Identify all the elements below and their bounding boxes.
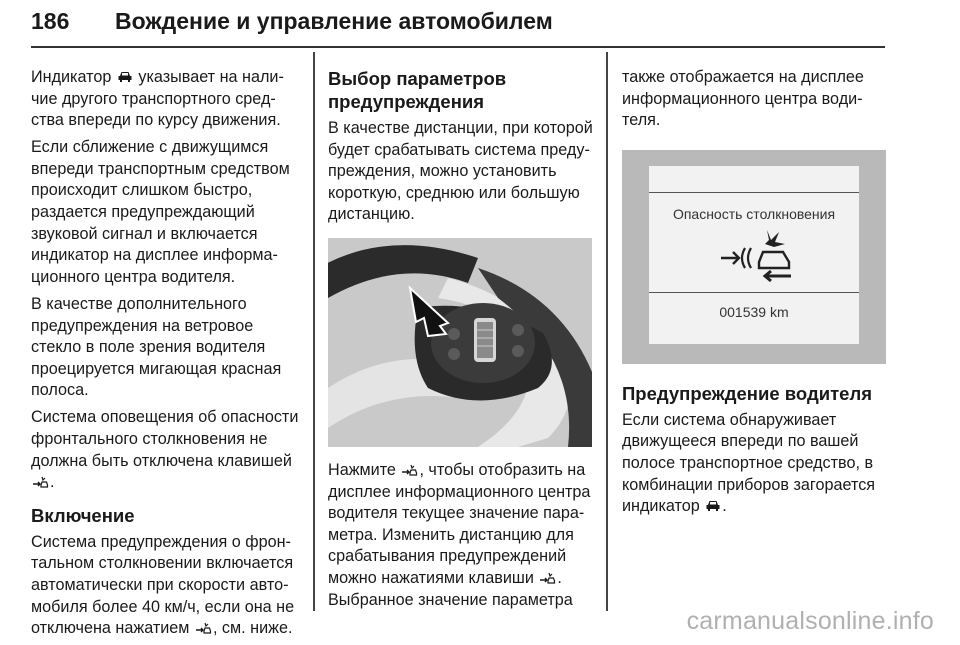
text-line: теля. [622,111,661,130]
section-heading-driver-warning: Предупреждение водителя [622,382,872,404]
text-line: полосе транспортное средство, в [622,453,874,472]
distance-setting-icon [539,572,556,585]
text-line: водителя текущее значение пара- [328,504,585,523]
text-line: будет срабатывать система преду- [328,140,590,159]
heading-line: Выбор параметров [328,68,507,89]
paragraph [31,294,303,402]
text-line: индикатор на дисплее информа- [31,246,278,265]
text-line: Если система обнаруживает [622,410,837,429]
text-line: информационного центра води- [622,89,863,108]
text-line: предупреждения на ветровое [31,316,254,335]
text-line: дисплее информационного центра [328,482,591,501]
text-line [622,496,888,518]
text-fragment: , чтобы отобразить на [419,460,586,479]
text-line: фронтального столкновения не [31,430,268,448]
paragraph [328,118,596,226]
text-line: также отображается на дисплее [622,68,864,86]
column-divider-2 [606,52,608,611]
paragraph [31,532,303,640]
text-line: автоматически при скорости авто- [31,575,289,594]
paragraph [31,407,303,493]
distance-setting-icon [195,622,212,635]
text-line: проецируется мигающая красная [31,359,282,378]
text-line: ства впереди по курсу движения. [31,111,281,130]
text-fragment: , см. ниже. [212,619,293,638]
text-line: комбинации приборов загорается [622,475,876,494]
text-line [31,618,303,640]
page-title: Вождение и управление автомобилем [115,8,553,34]
text-line: мобиля более 40 км/ч, если она не [31,597,295,616]
text-line: впереди транспортным средством [31,159,290,178]
text-line: Выбранное значение параметра [328,590,573,609]
text-line: чие другого транспортного сред- [31,89,276,108]
vehicle-ahead-icon [117,70,133,84]
text-line: тальном столкновении включается [31,554,294,573]
text-line [31,67,303,89]
text-line: В качестве дистанции, при которой [328,119,593,137]
section-heading-enable: Включение [31,504,135,526]
text-line: происходит слишком быстро, [31,181,253,200]
text-line: должна быть отключена клавишей [31,451,292,470]
text-fragment: . [50,473,55,492]
distance-setting-icon [32,476,49,489]
text-line: ционного центра водителя. [31,267,236,286]
text-line: срабатывания предупреждений [328,547,567,566]
paragraph [622,410,888,518]
steering-wheel-illustration [328,238,592,447]
watermark: carmanualsonline.info [686,607,934,635]
text-fragment: . [722,497,727,516]
display-divider [649,292,859,293]
page-number: 186 [31,8,70,34]
text-line: преждения, можно установить [328,162,557,181]
column-divider-1 [313,52,315,611]
paragraph [31,137,303,288]
paragraph [622,67,888,132]
odometer-readout: 001539 km [719,303,789,320]
steering-wheel-figure [328,238,592,447]
driver-info-display [649,166,859,344]
text-line: короткую, среднюю или большую [328,183,580,202]
text-line: движущееся впереди по вашей [622,432,859,451]
text-line [31,472,303,494]
text-fragment: можно нажатиями клавиши [328,568,534,587]
distance-setting-icon [401,464,418,477]
text-line: Система предупреждения о фрон- [31,532,291,551]
section-heading-select [328,67,596,113]
display-divider [649,192,859,193]
text-fragment: Индикатор [31,68,112,86]
text-line: Система оповещения об опасности [31,408,299,427]
text-line: звуковой сигнал и включается [31,224,258,243]
driver-display-figure [622,150,886,364]
text-line: стекло в поле зрения водителя [31,338,266,357]
text-line: метра. Изменить дистанцию для [328,525,574,544]
text-fragment: индикатор [622,497,700,516]
column-1 [31,67,303,645]
vehicle-ahead-icon [705,499,721,513]
heading-line: предупреждения [328,91,485,112]
text-line: раздается предупреждающий [31,203,255,222]
paragraph [328,460,596,611]
column-3 [622,67,888,523]
page-header [31,4,885,46]
paragraph [31,67,303,132]
text-fragment: указывает на нали- [138,68,284,86]
text-line: В качестве дополнительного [31,294,247,313]
text-fragment: отключена нажатием [31,619,190,638]
text-line [328,568,596,590]
column-2 [328,67,596,617]
text-line [328,460,596,482]
text-fragment: Нажмите [328,460,396,479]
header-rule [31,46,885,48]
text-fragment: . [557,568,562,587]
text-line: Если сближение с движущимся [31,138,269,157]
display-title: Опасность столкновения [672,205,836,222]
text-line: дистанцию. [328,205,415,224]
collision-warning-icon [719,228,799,284]
text-line: полоса. [31,381,89,400]
